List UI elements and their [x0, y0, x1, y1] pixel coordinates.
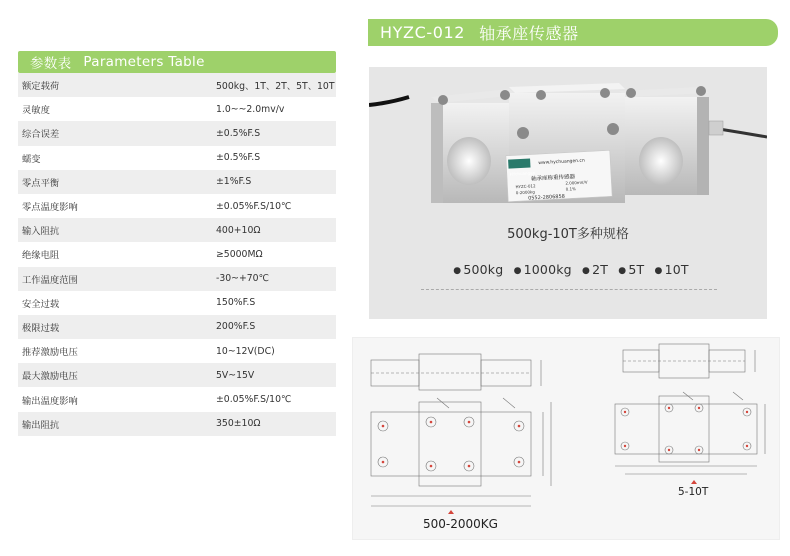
parameter-row: [18, 121, 336, 145]
parameter-name: 额定载荷: [22, 81, 60, 93]
product-model: HYZC-012: [380, 23, 466, 42]
parameter-row: [18, 339, 336, 363]
load-cell-illustration: [369, 67, 767, 319]
parameter-row: [18, 73, 336, 97]
parameter-row: [18, 363, 336, 387]
capacity-item: 500kg: [463, 262, 504, 277]
parameter-name: 综合误差: [22, 129, 60, 141]
parameter-name: 灵敏度: [22, 105, 50, 117]
product-photo: [369, 67, 767, 319]
parameter-name: 最大激励电压: [22, 371, 78, 383]
label-title: 轴承座称重传感器: [530, 174, 576, 183]
parameter-row: [18, 218, 336, 242]
parameters-table-title-cn: 参数表: [30, 56, 72, 72]
photo-caption: 500kg-10T多种规格: [507, 227, 629, 242]
parameter-row: [18, 170, 336, 194]
parameter-name: 推荐激励电压: [22, 347, 78, 359]
parameter-value: 200%F.S: [216, 321, 256, 333]
parameter-value: 150%F.S: [216, 297, 256, 309]
parameter-name: 输出阻抗: [22, 419, 60, 431]
marker-icon: [448, 510, 454, 514]
parameter-row: [18, 315, 336, 339]
parameter-value: ±0.5%F.S: [216, 127, 261, 139]
dimension-drawing: [352, 337, 780, 540]
parameter-row: [18, 291, 336, 315]
parameter-value: 5V~15V: [216, 369, 255, 381]
parameter-value: 10~12V(DC): [216, 345, 275, 357]
parameter-value: 400+10Ω: [216, 224, 261, 236]
parameters-table-body: [18, 73, 336, 436]
parameter-value: ±0.05%F.S/10℃: [216, 200, 292, 212]
label-error: 0.1%: [565, 186, 576, 192]
label-sensitivity: 2.000mV/V: [565, 179, 588, 186]
parameter-name: 蠕变: [22, 153, 41, 165]
parameter-name: 安全过载: [22, 298, 60, 310]
parameter-row: [18, 194, 336, 218]
parameter-row: [18, 146, 336, 170]
drawing-label-small: 500-2000KG: [423, 517, 498, 531]
capacity-item: 5T: [628, 262, 645, 277]
label-company: HYchuangan: [509, 170, 536, 177]
parameter-name: 绝缘电阻: [22, 250, 60, 262]
label-phone: 0552-2806858: [527, 193, 566, 202]
divider: [421, 289, 717, 290]
label-capacity: 0-2000kg: [515, 189, 535, 196]
parameter-name: 输入阻抗: [22, 226, 60, 238]
parameter-row: [18, 267, 336, 291]
parameter-value: 500kg、1T、2T、5T、10T: [216, 81, 335, 93]
parameter-row: [18, 242, 336, 266]
parameter-name: 零点平衡: [22, 177, 60, 189]
label-site: www.hychuangen.cn: [538, 158, 585, 167]
technical-drawing-lines: [353, 338, 781, 541]
drawing-label-large: 5-10T: [678, 486, 709, 498]
parameter-name: 输出温度影响: [22, 395, 78, 407]
product-name: 轴承座传感器: [479, 24, 579, 43]
parameters-table: [18, 51, 336, 436]
parameter-value: ±0.5%F.S: [216, 152, 261, 164]
capacity-item: 10T: [664, 262, 689, 277]
parameter-value: -30~+70℃: [216, 273, 270, 285]
capacity-list: ● 500kg ● 1000kg ● 2T ● 5T ● 10T: [453, 262, 689, 277]
label-model: HYZC-012: [515, 183, 536, 190]
parameter-value: ±0.05%F.S/10℃: [216, 394, 292, 406]
capacity-item: 1000kg: [523, 262, 572, 277]
product-title-bar: [368, 19, 778, 46]
marker-icon: [691, 480, 697, 484]
parameter-name: 工作温度范围: [22, 274, 78, 286]
parameter-name: 零点温度影响: [22, 202, 78, 214]
parameter-value: 1.0~~2.0mv/v: [216, 103, 285, 115]
parameter-value: ±1%F.S: [216, 176, 252, 188]
parameter-value: 350±10Ω: [216, 418, 261, 430]
parameters-table-header: [18, 51, 336, 73]
parameter-row: [18, 387, 336, 411]
parameter-row: [18, 412, 336, 436]
parameter-name: 极限过载: [22, 322, 60, 334]
parameter-value: ≥5000MΩ: [216, 248, 263, 260]
capacity-item: 2T: [592, 262, 609, 277]
parameters-table-title-en: Parameters Table: [83, 54, 205, 70]
parameter-row: [18, 97, 336, 121]
